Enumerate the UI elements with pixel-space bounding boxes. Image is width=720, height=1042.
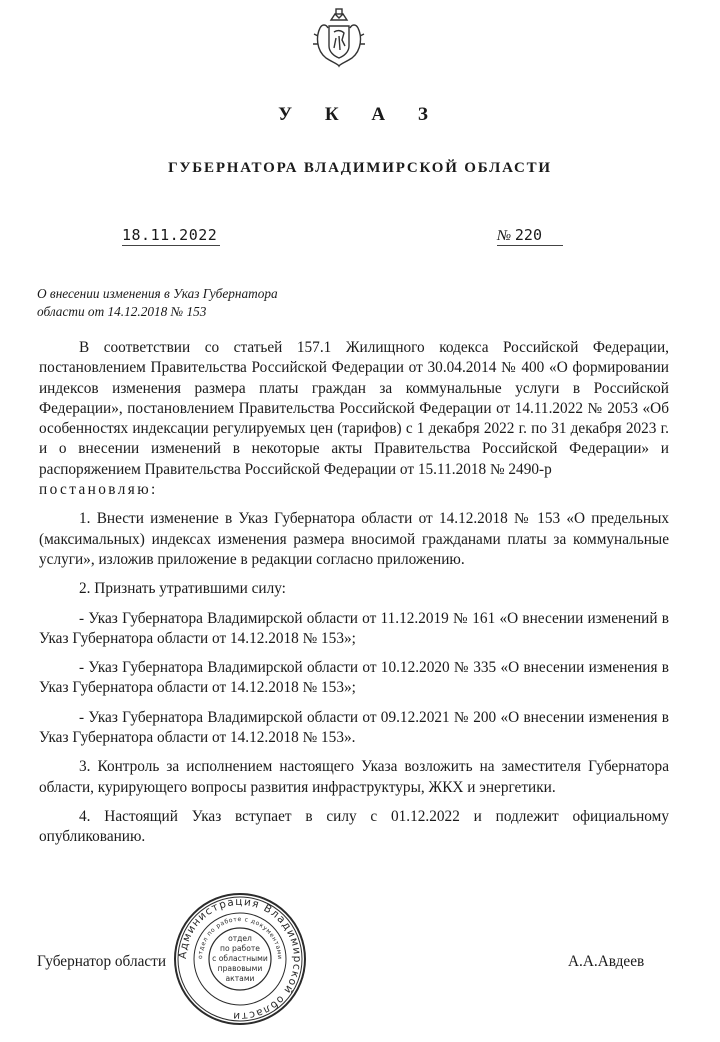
stamp-center-line-4: правовыми [217, 964, 263, 973]
item-3: 3. Контроль за исполнением настоящего Указа возложить на заместителя Губернатора области, курирующего вопросы развития инфраструктуры, ЖКХ и энергетики. [39, 758, 669, 796]
decree-body [39, 338, 669, 848]
stamp-center-line-1: отдел [228, 934, 252, 943]
coat-of-arms-icon [312, 6, 366, 70]
subject-line-2: области от 14.12.2018 № 153 [37, 304, 207, 319]
stamp-ring-text: Администрация Владимирской области [176, 895, 304, 1023]
document-subtitle: ГУБЕРНАТОРА ВЛАДИМИРСКОЙ ОБЛАСТИ [168, 160, 552, 176]
number-sign: № [497, 228, 512, 244]
item-4: 4. Настоящий Указ вступает в силу с 01.12.2022 и подлежит официальному опубликованию. [39, 807, 669, 846]
stamp-inner-ring-text: отдел по работе с документами [196, 915, 284, 960]
decree-number [497, 226, 563, 246]
item-1: 1. Внести изменение в Указ Губернатора области от 14.12.2018 № 153 «О предельных (максимальных) индексах изменения размера вносимой гражданами платы за коммунальные услуги», изложив приложение в редакции согласно приложению. [39, 510, 669, 568]
item-2-c: - Указ Губернатора Владимирской области от 09.12.2021 № 200 «О внесении изменения в Указ Губернатора области от 14.12.2018 № 153». [39, 708, 669, 747]
subject-line-1: О внесении изменения в Указ Губернатора [37, 286, 278, 301]
item-2-a: - Указ Губернатора Владимирской области от 11.12.2019 № 161 «О внесении изменений в Указ Губернатора области от 14.12.2018 № 153»; [39, 609, 669, 647]
decree-subject [37, 285, 337, 321]
stamp-center-line-2: по работе [220, 944, 260, 953]
document-title: У К А З [278, 104, 442, 125]
stamp-center-line-5: актами [225, 974, 255, 983]
signatory-position: Губернатор области [37, 953, 167, 970]
official-stamp [173, 892, 307, 1026]
signatory-name: А.А.Авдеев [568, 953, 645, 970]
stamp-center-line-3: с областными [212, 954, 268, 963]
number-value: 220 [514, 226, 542, 244]
item-2-b: - Указ Губернатора Владимирской области от 10.12.2020 № 335 «О внесении изменения в Указ Губернатора области от 14.12.2018 № 153»; [39, 659, 669, 697]
decree-date: 18.11.2022 [122, 226, 220, 246]
preamble-paragraph: В соответствии со статьей 157.1 Жилищного кодекса Российской Федерации, постановлением Правительства Российской Федерации от 30.04.2014 № 400 «О формировании индексов изменения размера платы граждан за коммунальные услуги в Российской Федерации», постановлением Правительства Российской Федерации от 14.11.2022 № 2053 «Об особенностях индексации регулируемых цен (тарифов) с 1 декабря 2022 г. по 31 декабря 2023 г. и о внесении изменений в некоторые акты Правительства Российской Федерации» и распоряжением Правительства Российской Федерации от 15.11.2018 № 2490-р [39, 339, 669, 478]
decree-word: постановляю: [39, 481, 158, 499]
item-2: 2. Признать утратившими силу: [79, 580, 286, 598]
